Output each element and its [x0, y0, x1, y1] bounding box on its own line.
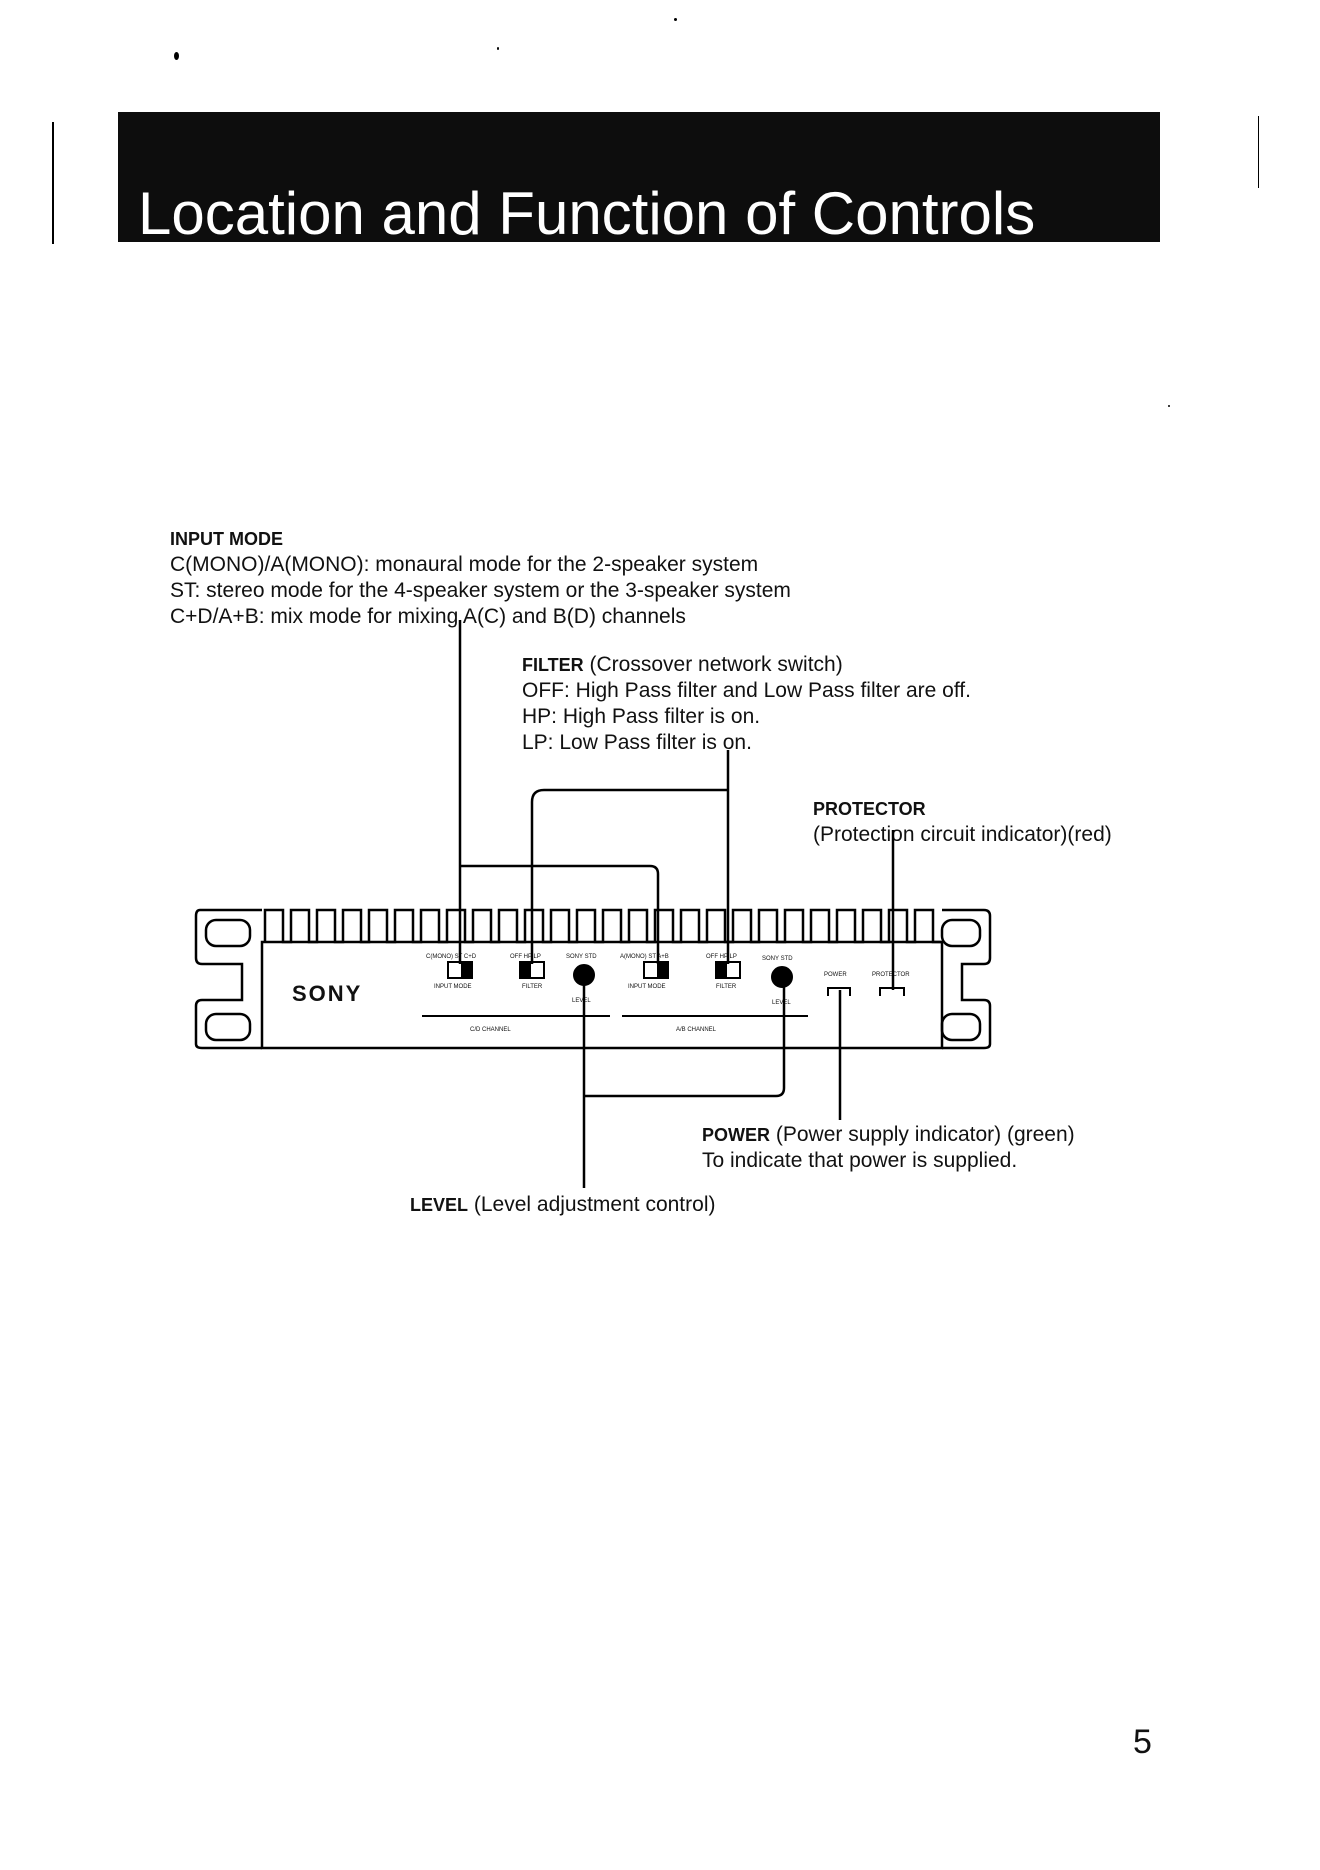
protector-panel-label: PROTECTOR [872, 972, 910, 978]
power-heading: POWER [702, 1125, 771, 1145]
ab-filter-switch [716, 962, 740, 978]
level-heading: LEVEL [410, 1195, 469, 1215]
ab-channel-label: A/B CHANNEL [676, 1027, 717, 1033]
heat-sink-fins [265, 910, 941, 942]
filter-line: LP: Low Pass filter is on. [522, 731, 752, 754]
ab-input-mode-switch [644, 962, 668, 978]
filter-line: HP: High Pass filter is on. [522, 705, 761, 728]
page-title: Location and Function of Controls [138, 180, 1036, 248]
input-mode-line: C+D/A+B: mix mode for mixing A(C) and B(D) channels [170, 605, 686, 628]
sony-logo: SONY [292, 981, 363, 1006]
leader-filter-branch [532, 790, 728, 964]
filter-subtitle: (Crossover network switch) [589, 653, 843, 676]
controls [448, 962, 904, 996]
protector-heading: PROTECTOR [813, 799, 926, 819]
power-line: To indicate that power is supplied. [702, 1149, 1018, 1172]
scan-speck [174, 52, 179, 60]
ab-filter-label: FILTER [716, 984, 737, 990]
ab-input-mode-label: INPUT MODE [628, 984, 666, 990]
cd-level-options: SONY STD [566, 954, 597, 960]
cd-filter-switch [520, 962, 544, 978]
input-mode-line: ST: stereo mode for the 4-speaker system or the 3-speaker system [170, 579, 791, 602]
ab-level-knob [772, 967, 792, 987]
cd-filter-label: FILTER [522, 984, 543, 990]
input-mode-line: C(MONO)/A(MONO): monaural mode for the 2-speaker system [170, 553, 759, 576]
title-bar [118, 112, 1160, 248]
margin-rule-right [1258, 116, 1259, 188]
protector-callout [813, 796, 1112, 848]
scan-speck [1168, 405, 1170, 407]
power-subtitle: (Power supply indicator) (green) [775, 1123, 1075, 1146]
cd-input-mode-label: INPUT MODE [434, 984, 472, 990]
level-subtitle: (Level adjustment control) [473, 1193, 716, 1216]
filter-line: OFF: High Pass filter and Low Pass filter are off. [522, 679, 971, 702]
cd-level-label: LEVEL [572, 998, 591, 1004]
power-panel-label: POWER [824, 972, 847, 978]
input-mode-heading: INPUT MODE [170, 529, 284, 549]
power-callout [702, 1122, 1075, 1174]
leader-input-mode-branch [460, 866, 658, 964]
cd-input-mode-options: C(MONO) ST C+D [426, 954, 477, 960]
front-panel [262, 942, 942, 1048]
ab-level-options: SONY STD [762, 956, 793, 962]
ab-input-mode-options: A(MONO) ST A+B [620, 954, 669, 960]
cd-channel-label: C/D CHANNEL [470, 1027, 511, 1033]
scan-speck [497, 47, 499, 50]
protector-subtitle: (Protection circuit indicator)(red) [813, 823, 1112, 846]
left-bracket [196, 910, 262, 1048]
right-bracket [942, 910, 990, 1048]
filter-callout [522, 652, 971, 756]
scan-speck [674, 18, 677, 21]
input-mode-callout [170, 526, 791, 630]
level-callout [410, 1192, 715, 1218]
cd-filter-options: OFF HP LP [510, 954, 541, 960]
ab-filter-options: OFF HP LP [706, 954, 737, 960]
leader-level-branch [584, 977, 784, 1096]
margin-rule-left [52, 122, 54, 244]
page-number: 5 [1133, 1723, 1152, 1761]
protector-led [880, 988, 904, 996]
cd-input-mode-switch [448, 962, 472, 978]
cd-level-knob [574, 965, 594, 985]
ab-level-label: LEVEL [772, 1000, 791, 1006]
filter-heading: FILTER [522, 655, 584, 675]
power-led [828, 988, 850, 996]
amplifier-body [196, 910, 990, 1048]
